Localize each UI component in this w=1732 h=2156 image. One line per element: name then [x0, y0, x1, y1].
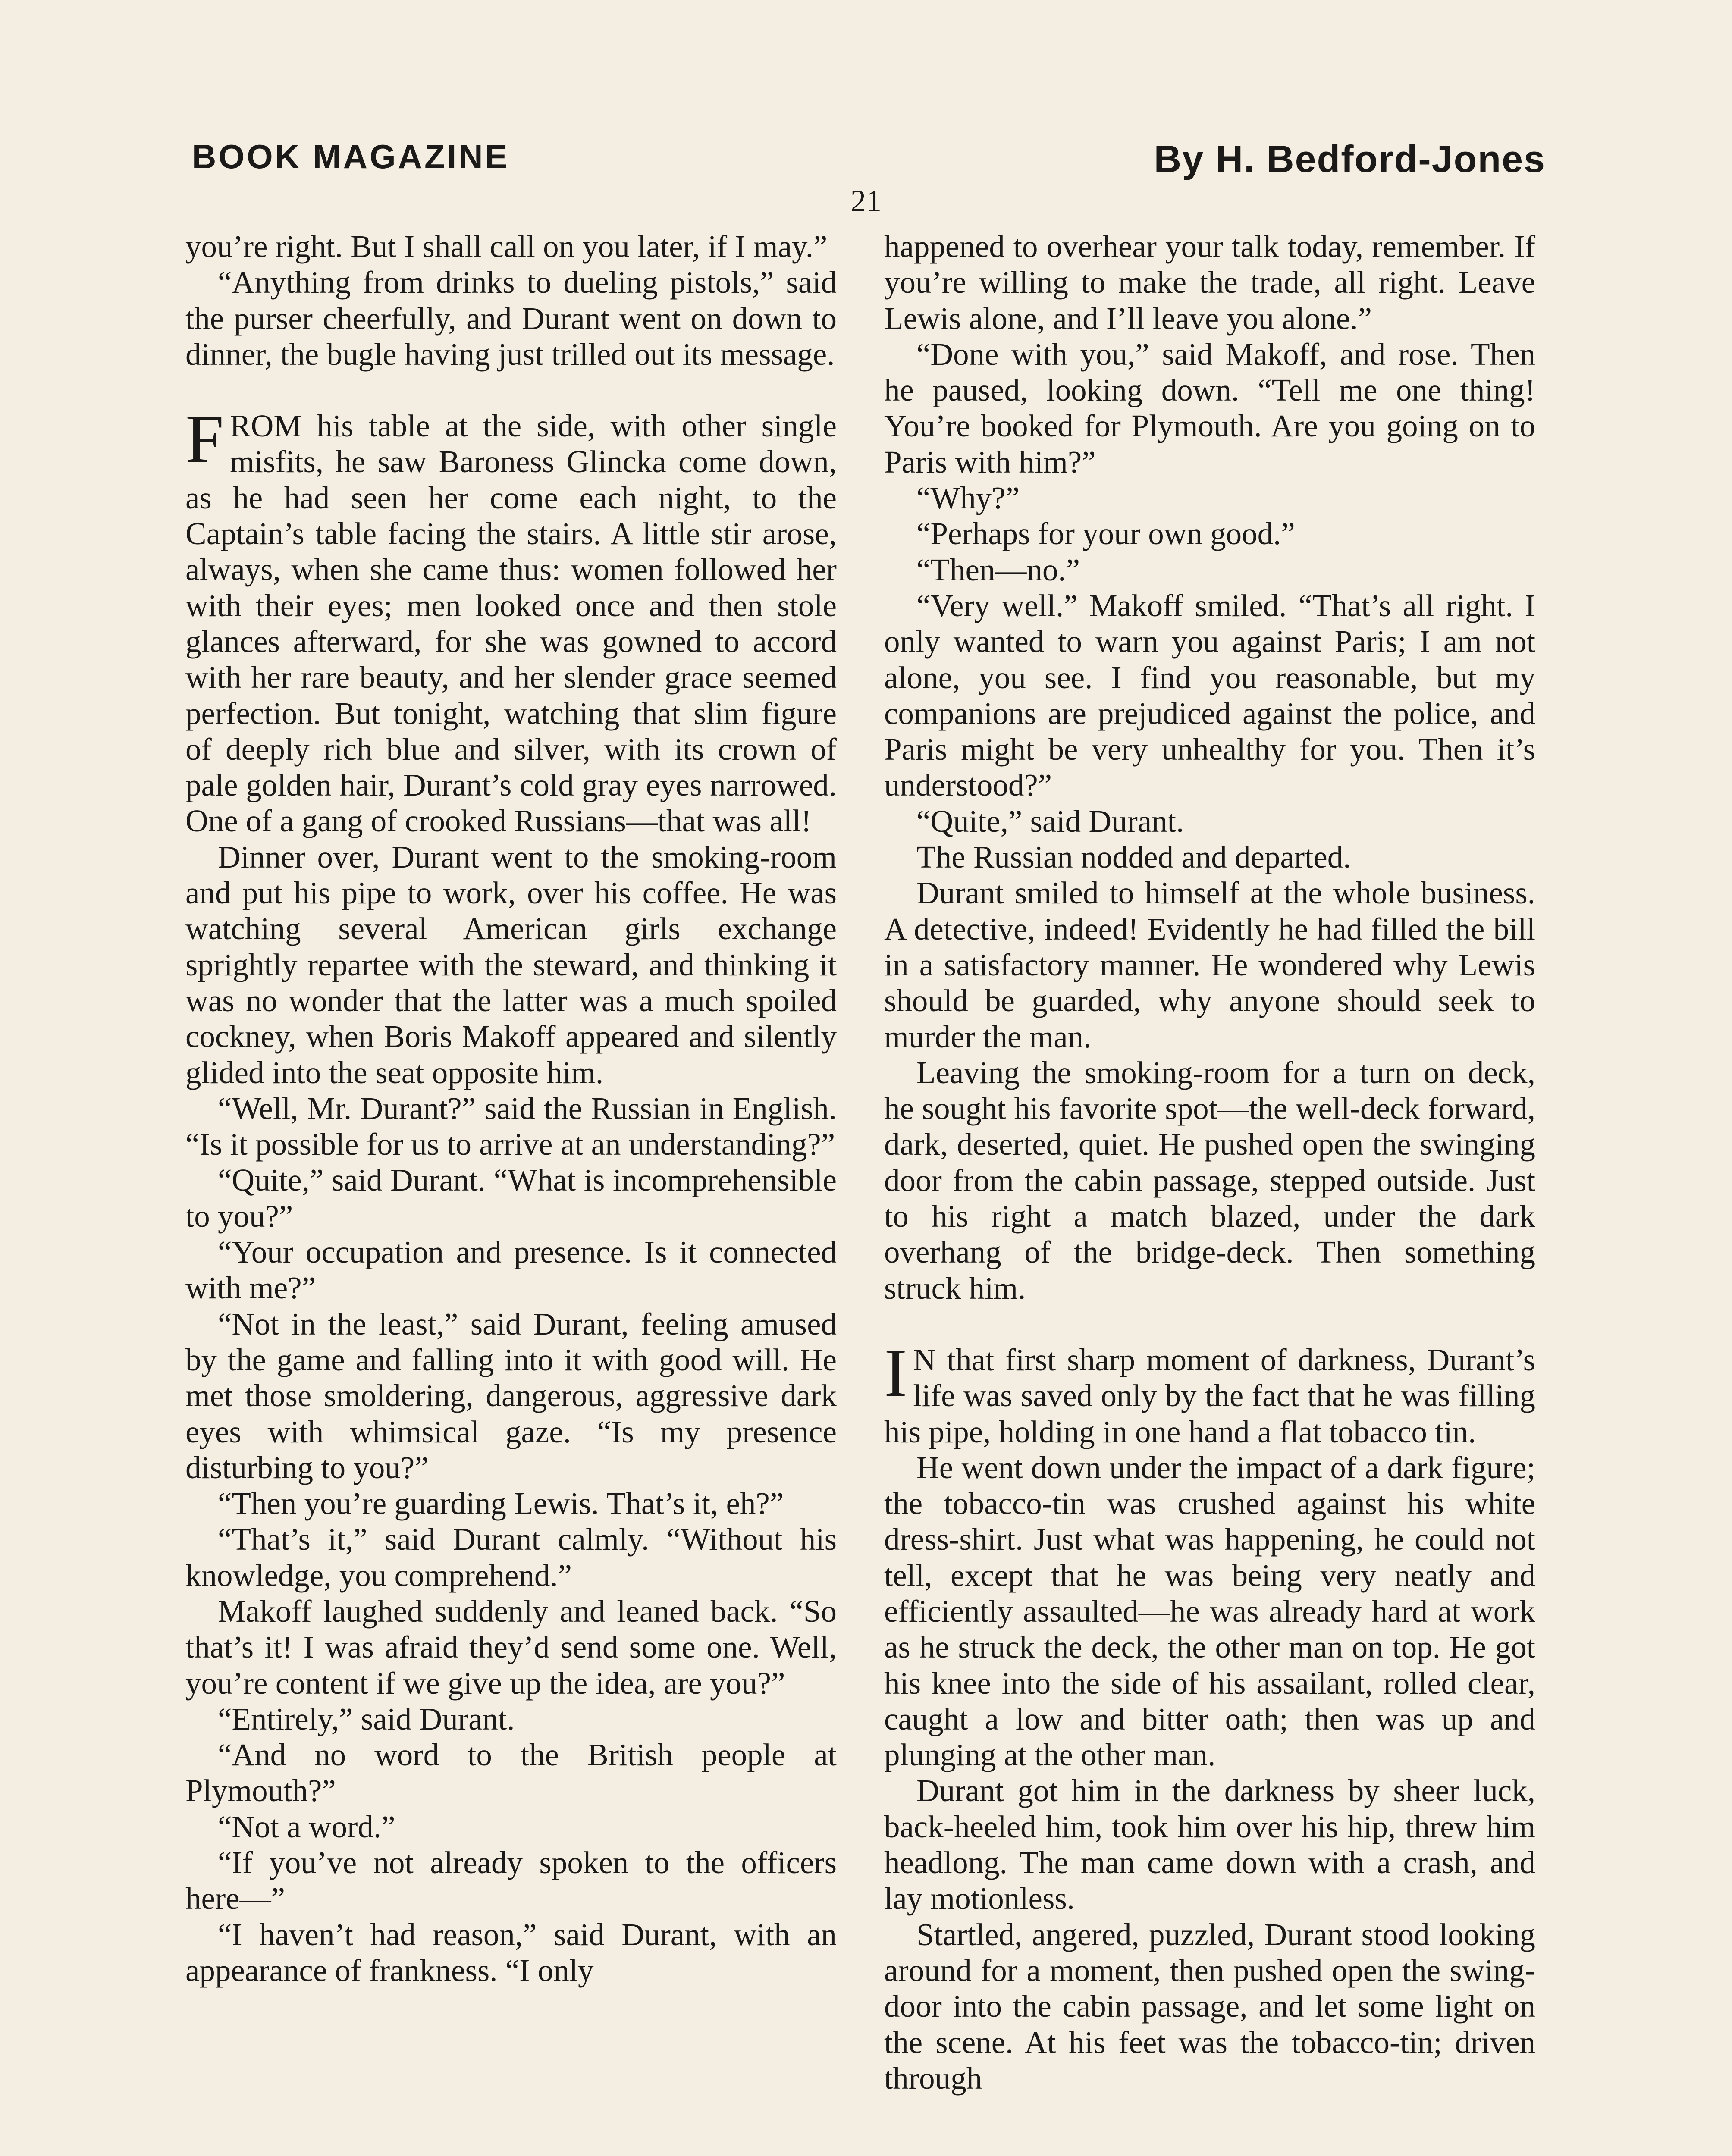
paragraph-text: ROM his table at the side, with other single misfits, he saw Baroness Glincka come down, as he had seen her come each night, to the Captain’s table facing the stairs. A little stir arose, always, when she came thus: women followed her with their eyes; men looked once and then stole glances afterward, for she was gowned to accord with her rare beauty, and her slender grace seemed perfection. But tonight, watching that slim figure of deeply rich blue and silver, with its crown of pale golden hair, Durant’s cold gray eyes narrowed. One of a gang of crooked Russians—that was all!	[185, 408, 837, 839]
magazine-title: BOOK MAGAZINE	[192, 138, 510, 175]
author-byline: By H. Bedford-Jones	[1154, 138, 1546, 180]
paragraph: He went down under the impact of a dark figure; the tobacco-tin was crushed against his white dress-shirt. Just what was happening, he could not tell, except that he was being very neatly and efficiently assaulted—he was already hard at work as he struck the deck, the other man on top. He got his knee into the side of his assailant, rolled clear, caught a low and bitter oath; then was up and plunging at the other man.	[884, 1450, 1535, 1773]
paragraph: “Done with you,” said Makoff, and rose. Then he paused, looking down. “Tell me one thing! You’re booked for Plymouth. Are you going on to Paris with him?”	[884, 336, 1535, 479]
paragraph: “Then—no.”	[916, 552, 1080, 587]
paragraph: “If you’ve not already spoken to the officers here—”	[185, 1845, 837, 1916]
paragraph: Startled, angered, puzzled, Durant stood looking around for a moment, then pushed open the swing-door into the cabin passage, and let some light on the scene. At his feet was the tobacco-tin; driven through	[884, 1917, 1535, 2096]
paragraph: “That’s it,” said Durant calmly. “Without his knowledge, you comprehend.”	[185, 1522, 837, 1593]
paragraph: “Quite,” said Durant.	[916, 803, 1184, 839]
paragraph: Durant smiled to himself at the whole business. A detective, indeed! Evidently he had filled the bill in a satisfactory manner. He wondered why Lewis should be guarded, why anyone should seek to murder the man.	[884, 875, 1535, 1054]
paragraph: The Russian nodded and departed.	[916, 840, 1351, 875]
paragraph: “Not in the least,” said Durant, feeling amused by the game and falling into it with good will. He met those smoldering, dangerous, aggressive dark eyes with whimsical gaze. “Is my presence disturbing to you?”	[185, 1306, 837, 1485]
drop-cap: F	[185, 400, 224, 477]
paragraph: “Then you’re guarding Lewis. That’s it, eh?”	[218, 1486, 784, 1521]
paragraph: “Perhaps for your own good.”	[916, 516, 1295, 552]
paragraph: Dinner over, Durant went to the smoking-room and put his pipe to work, over his coffee. He was watching several American girls exchange sprightly repartee with the steward, and thinking it was no wonder that the latter was a much spoiled cockney, when Boris Makoff appeared and silently glided into the seat opposite him.	[185, 839, 837, 1090]
paragraph: “Quite,” said Durant. “What is incomprehensible to you?”	[185, 1163, 837, 1234]
paragraph: “And no word to the British people at Plymouth?”	[185, 1737, 837, 1808]
paragraph: Leaving the smoking-room for a turn on deck, he sought his favorite spot—the well-deck forward, dark, deserted, quiet. He pushed open the swinging door from the cabin passage, stepped outside. Just to his right a match blazed, under the dark overhang of the bridge-deck. Then something struck him.	[884, 1055, 1535, 1306]
left-column	[185, 229, 837, 1988]
paragraph: “I haven’t had reason,” said Durant, with an appearance of frankness. “I only	[185, 1917, 837, 1988]
paragraph: “Not a word.”	[218, 1809, 395, 1844]
paragraph: “Very well.” Makoff smiled. “That’s all right. I only wanted to warn you against Paris; I am not alone, you see. I find you reasonable, but my companions are prejudiced against the police, and Paris might be very unhealthy for you. Then it’s understood?”	[884, 588, 1535, 803]
page-number: 21	[850, 184, 882, 218]
right-column	[884, 229, 1535, 2096]
paragraph: “Entirely,” said Durant.	[218, 1701, 515, 1736]
section-opening-paragraph	[185, 400, 837, 839]
paragraph: “Your occupation and presence. Is it connected with me?”	[185, 1235, 837, 1306]
paragraph: happened to overhear your talk today, remember. If you’re willing to make the trade, all right. Leave Lewis alone, and I’ll leave you alone.”	[884, 229, 1535, 336]
paragraph: Makoff laughed suddenly and leaned back. “So that’s it! I was afraid they’d send some one. Well, you’re content if we give up the idea, are you?”	[185, 1593, 837, 1701]
paragraph: you’re right. But I shall call on you later, if I may.”	[185, 229, 828, 264]
paragraph: “Anything from drinks to dueling pistols,” said the purser cheerfully, and Durant went on down to dinner, the bugle having just trilled out its message.	[185, 265, 837, 372]
paragraph: “Why?”	[916, 480, 1020, 516]
paragraph-text: N that first sharp moment of darkness, Durant’s life was saved only by the fact that he was filling his pipe, holding in one hand a flat tobacco tin.	[884, 1342, 1535, 1449]
section-opening-paragraph	[884, 1334, 1535, 1450]
paragraph: “Well, Mr. Durant?” said the Russian in English. “Is it possible for us to arrive at an understanding?”	[185, 1091, 837, 1162]
paragraph: Durant got him in the darkness by sheer luck, back-heeled him, took him over his hip, threw him headlong. The man came down with a crash, and lay motionless.	[884, 1773, 1535, 1916]
drop-cap: I	[884, 1334, 907, 1411]
